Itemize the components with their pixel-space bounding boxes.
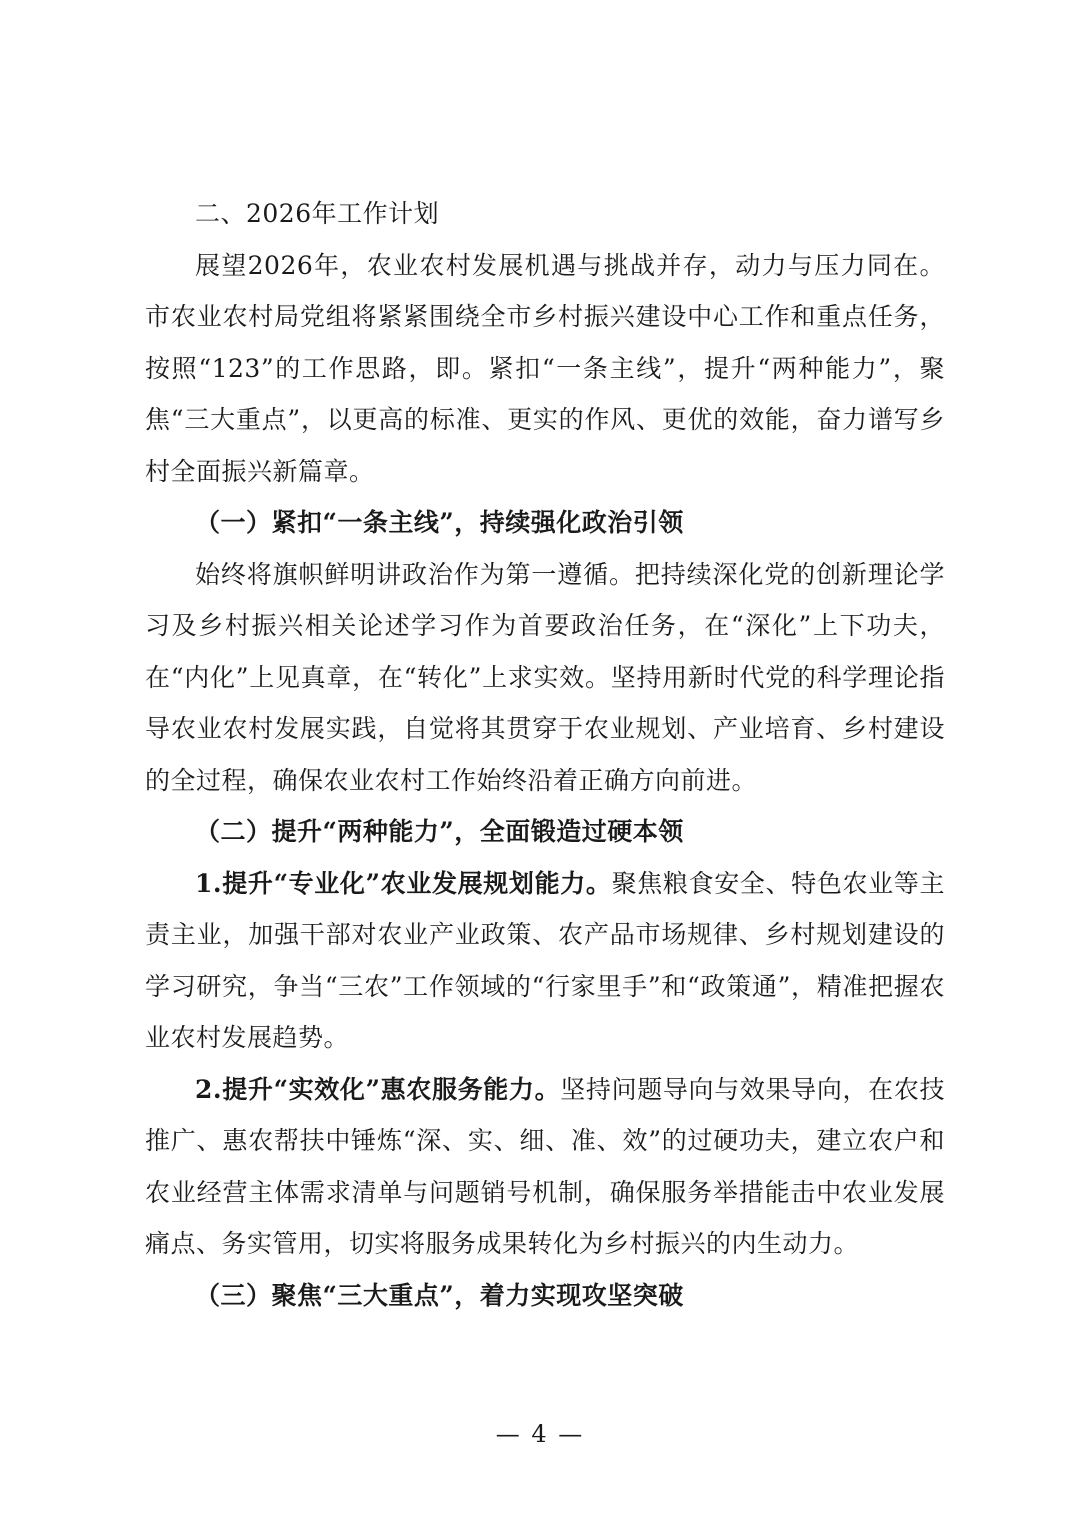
page-number: — 4 — [495,1420,585,1448]
item-1-paragraph [145,858,945,1064]
item-2-lead: 2.提升“实效化”惠农服务能力。 [195,1074,561,1104]
item-2-paragraph [145,1064,945,1270]
section-heading: 二、2026年工作计划 [195,199,440,228]
item-1-lead: 1.提升“专业化”农业发展规划能力。 [195,868,612,898]
subsection-heading-3: （三）聚焦“三大重点”，着力实现攻坚突破 [195,1280,684,1310]
subsection-1-paragraph: 始终将旗帜鲜明讲政治作为第一遵循。把持续深化党的创新理论学习及乡村振兴相关论述学习作为首要政治任务，在“深化”上下功夫，在“内化”上见真章，在“转化”上求实效。坚持用新时代党的科学理论指导农业农村发展实践，自觉将其贯穿于农业规划、产业培育、乡村建设的全过程，确保农业农村工作始终沿着正确方向前进。 [145,559,945,795]
item-1-body: 聚焦粮食安全、特色农业等主责主业，加强干部对农业产业政策、农产品市场规律、乡村规划建设的学习研究，争当“三农”工作领域的“行家里手”和“政策通”，精准把握农业农村发展趋势。 [145,868,945,1052]
intro-paragraph: 展望2026年，农业农村发展机遇与挑战并存，动力与压力同在。市农业农村局党组将紧紧围绕全市乡村振兴建设中心工作和重点任务，按照“123”的工作思路，即。紧扣“一条主线”，提升“两种能力”，聚焦“三大重点”，以更高的标准、更实的作风、更优的效能，奋力谱写乡村全面振兴新篇章。 [145,250,945,486]
document-body [145,188,945,1321]
subsection-heading-2: （二）提升“两种能力”，全面锻造过硬本领 [195,817,684,846]
item-2-body: 坚持问题导向与效果导向，在农技推广、惠农帮扶中锤炼“深、实、细、准、效”的过硬功夫，建立农户和农业经营主体需求清单与问题销号机制，确保服务举措能击中农业发展痛点、务实管用，切实将服务成果转化为乡村振兴的内生动力。 [145,1074,945,1258]
subsection-heading-1: （一）紧扣“一条主线”，持续强化政治引领 [195,508,684,537]
